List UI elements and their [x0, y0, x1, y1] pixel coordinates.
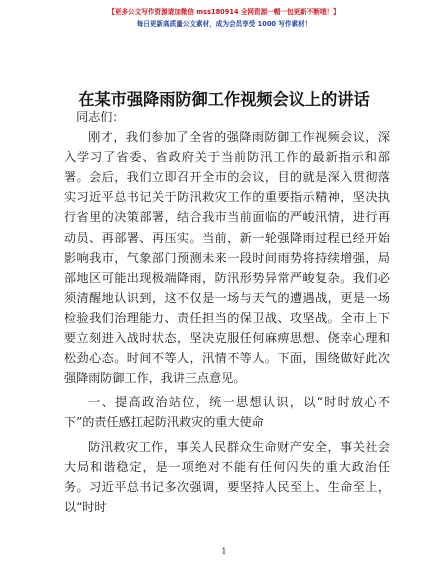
document-title: 在某市强降雨防御工作视频会议上的讲话 — [78, 90, 370, 109]
salutation: 同志们： — [76, 110, 125, 124]
section-heading-1: 一、提高政治站位，统一思想认识，以“时时放心不下”的责任感扛起防汛救灾的重大使命 — [64, 395, 390, 430]
promo-banner-line-2: 每日更新高质量公文素材，成为会员享受 1000 写作素材！ — [136, 20, 312, 28]
paragraph-intro: 刚才，我们参加了全省的强降雨防御工作视频会议，深入学习了省委、省政府关于当前防汛工作的最新指示和部署。会后，我们立即召开全市的会议，目的就是深入贯彻落实习近平总书记关于防汛救灾工作的重要指示精神，坚决执行省里的决策部署，结合我市当前面临的严峻汛情，进行再动员、再部署、再压实。当前，新一轮强降雨过程已经开始影响我市，气象部门预测未来一段时间雨势将持续增强，局部地区可能出现极端降雨，防汛形势异常严峻复杂。我们必须清醒地认识到，这不仅是一场与天气的遭遇战，更是一场检验我们治理能力、责任担当的保卫战、攻坚战。全市上下要立刻进入战时状态，坚决克服任何麻痹思想、侥幸心理和松劲心态。时间不等人，汛情不等人。下面，围绕做好此次强降雨防御工作，我讲三点意见。 — [64, 130, 390, 386]
promo-banner-line-1: 【更多公文写作资源请加微信 mss180914 全网资源一帽一包更新不断哦！】 — [108, 8, 340, 16]
paragraph-section-1: 防汛救灾工作，事关人民群众生命财产安全，事关社会大局和谐稳定，是一项绝对不能有任何闪失的重大政治任务。习近平总书记多次强调，要坚持人民至上、生命至上，以“时时 — [64, 439, 390, 514]
promo-banner — [0, 6, 448, 30]
document-body — [64, 107, 390, 517]
page-number: 1 — [221, 547, 227, 557]
